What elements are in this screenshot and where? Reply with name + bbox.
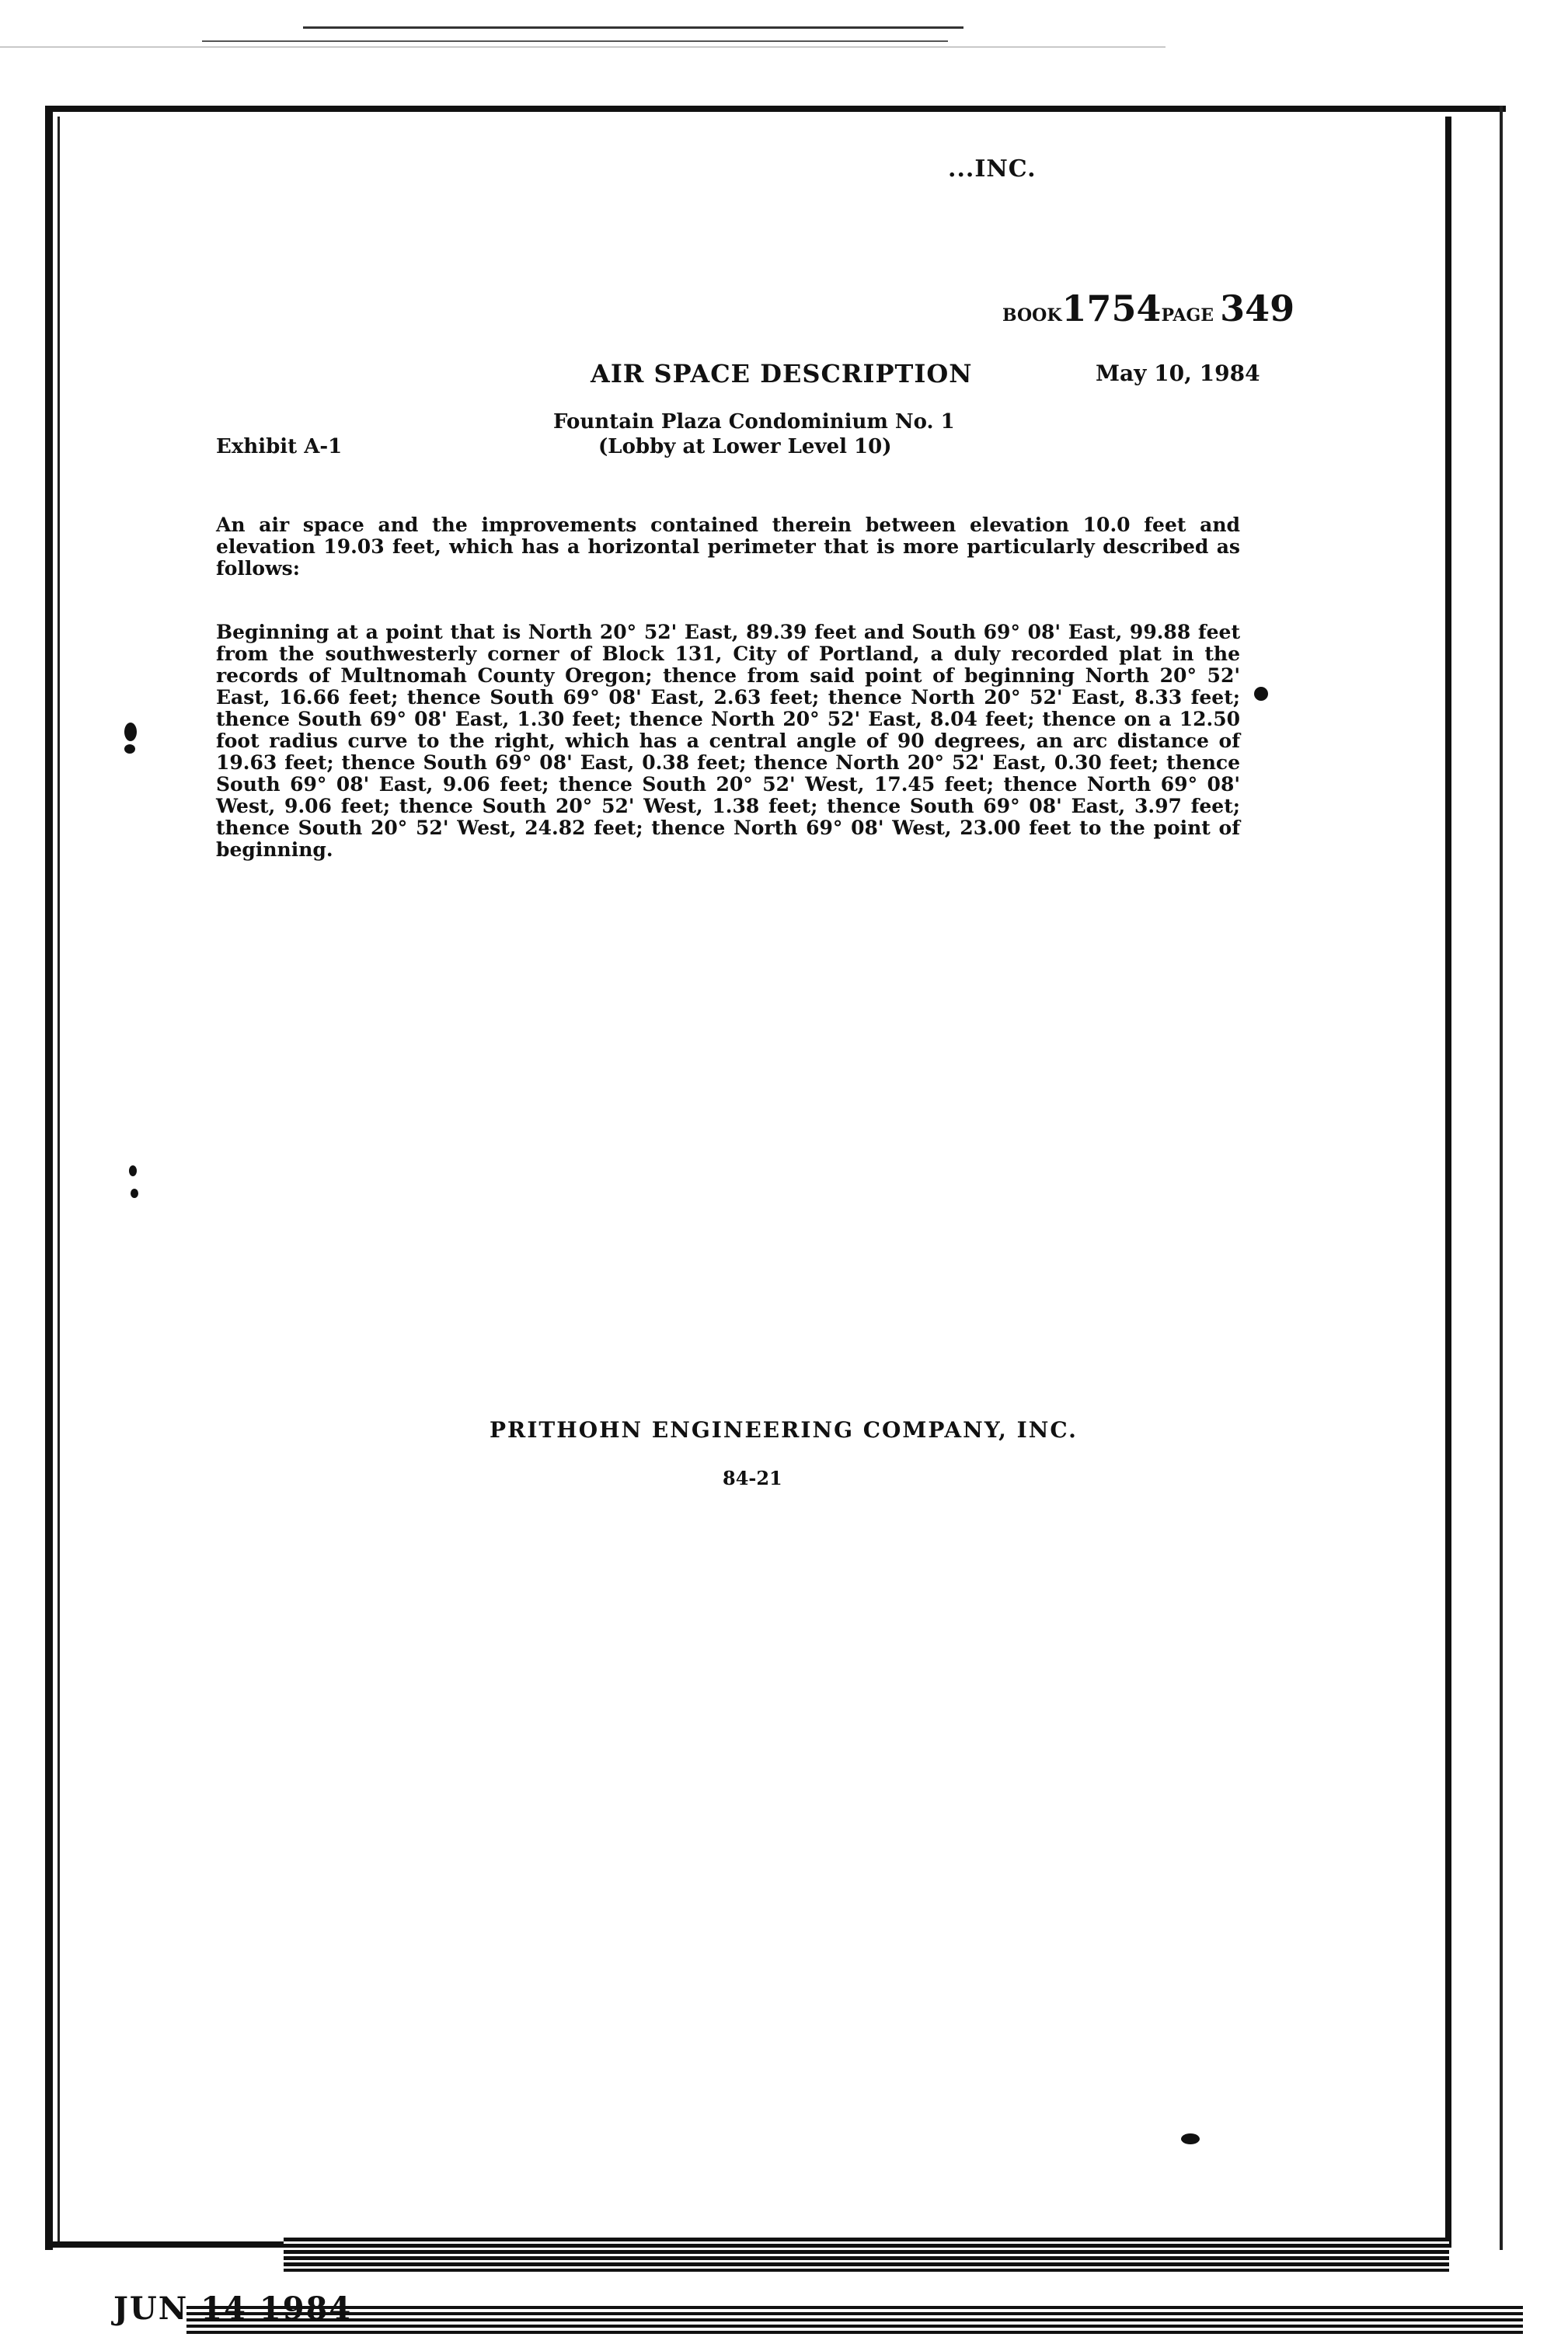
punch-mark: [129, 1165, 137, 1176]
page-border-right-outer: [1500, 106, 1503, 2250]
page-number: 349: [1220, 287, 1295, 329]
company-name: PRITHOHN ENGINEERING COMPANY, INC.: [490, 1417, 1078, 1443]
punch-mark: [131, 1189, 138, 1198]
punch-mark: [124, 723, 137, 741]
reference-number: 84-21: [723, 1467, 782, 1489]
subtitle-line-1: Fountain Plaza Condominium No. 1: [553, 410, 955, 434]
document-date: May 10, 1984: [1096, 360, 1260, 386]
page-label: PAGE: [1161, 305, 1214, 326]
paragraph-intro: An air space and the improvements contained therein between elevation 10.0 feet and elevation 19.03 feet, which has a horizontal perimeter that is more particularly described as follows:: [216, 514, 1240, 580]
page-border-top: [45, 106, 1506, 112]
scan-noise-bar: [284, 2238, 1449, 2272]
ink-blot: [1254, 687, 1268, 701]
scan-rule-top: [303, 26, 963, 29]
header-stamp: ...INC.: [948, 155, 1037, 183]
document-title: AIR SPACE DESCRIPTION: [591, 359, 973, 388]
book-number: 1754: [1061, 287, 1162, 329]
exhibit-label: Exhibit A-1: [216, 435, 343, 458]
subtitle-line-2: (Lobby at Lower Level 10): [598, 435, 892, 458]
book-page-reference: [1002, 287, 1294, 329]
punch-mark: [124, 744, 135, 754]
date-stamp: JUN 14 1984: [113, 2290, 353, 2327]
scan-rule-top-2: [202, 40, 948, 42]
book-label: BOOK: [1002, 305, 1062, 326]
page-border-right: [1445, 117, 1451, 2245]
page-border-left: [45, 106, 53, 2250]
ink-blot: [1181, 2133, 1200, 2144]
scan-noise-bar-2: [186, 2306, 1523, 2337]
paragraph-boundary: Beginning at a point that is North 20° 52' East, 89.39 feet and South 69° 08' East, 99.88 feet from the southwesterly corner of Block 131, City of Portland, a duly recorded plat in the records of Multnomah County Oregon; thence from said point of beginning North 20° 52' East, 16.66 feet; thence South 69° 08' East, 2.63 feet; thence North 20° 52' East, 8.33 feet; thence South 69° 08' East, 1.30 feet; thence North 20° 52' East, 8.04 feet; thence on a 12.50 foot radius curve to the right, which has a central angle of 90 degrees, an arc distance of 19.63 feet; thence South 69° 08' East, 0.38 feet; thence North 20° 52' East, 0.30 feet; thence South 69° 08' East, 9.06 feet; thence South 20° 52' West, 17.45 feet; thence North 69° 08' West, 9.06 feet; thence South 20° 52' West, 1.38 feet; thence South 69° 08' East, 3.97 feet; thence South 20° 52' West, 24.82 feet; thence North 69° 08' West, 23.00 feet to the point of beginning.: [216, 621, 1240, 861]
page-border-left-inner: [57, 117, 60, 2245]
